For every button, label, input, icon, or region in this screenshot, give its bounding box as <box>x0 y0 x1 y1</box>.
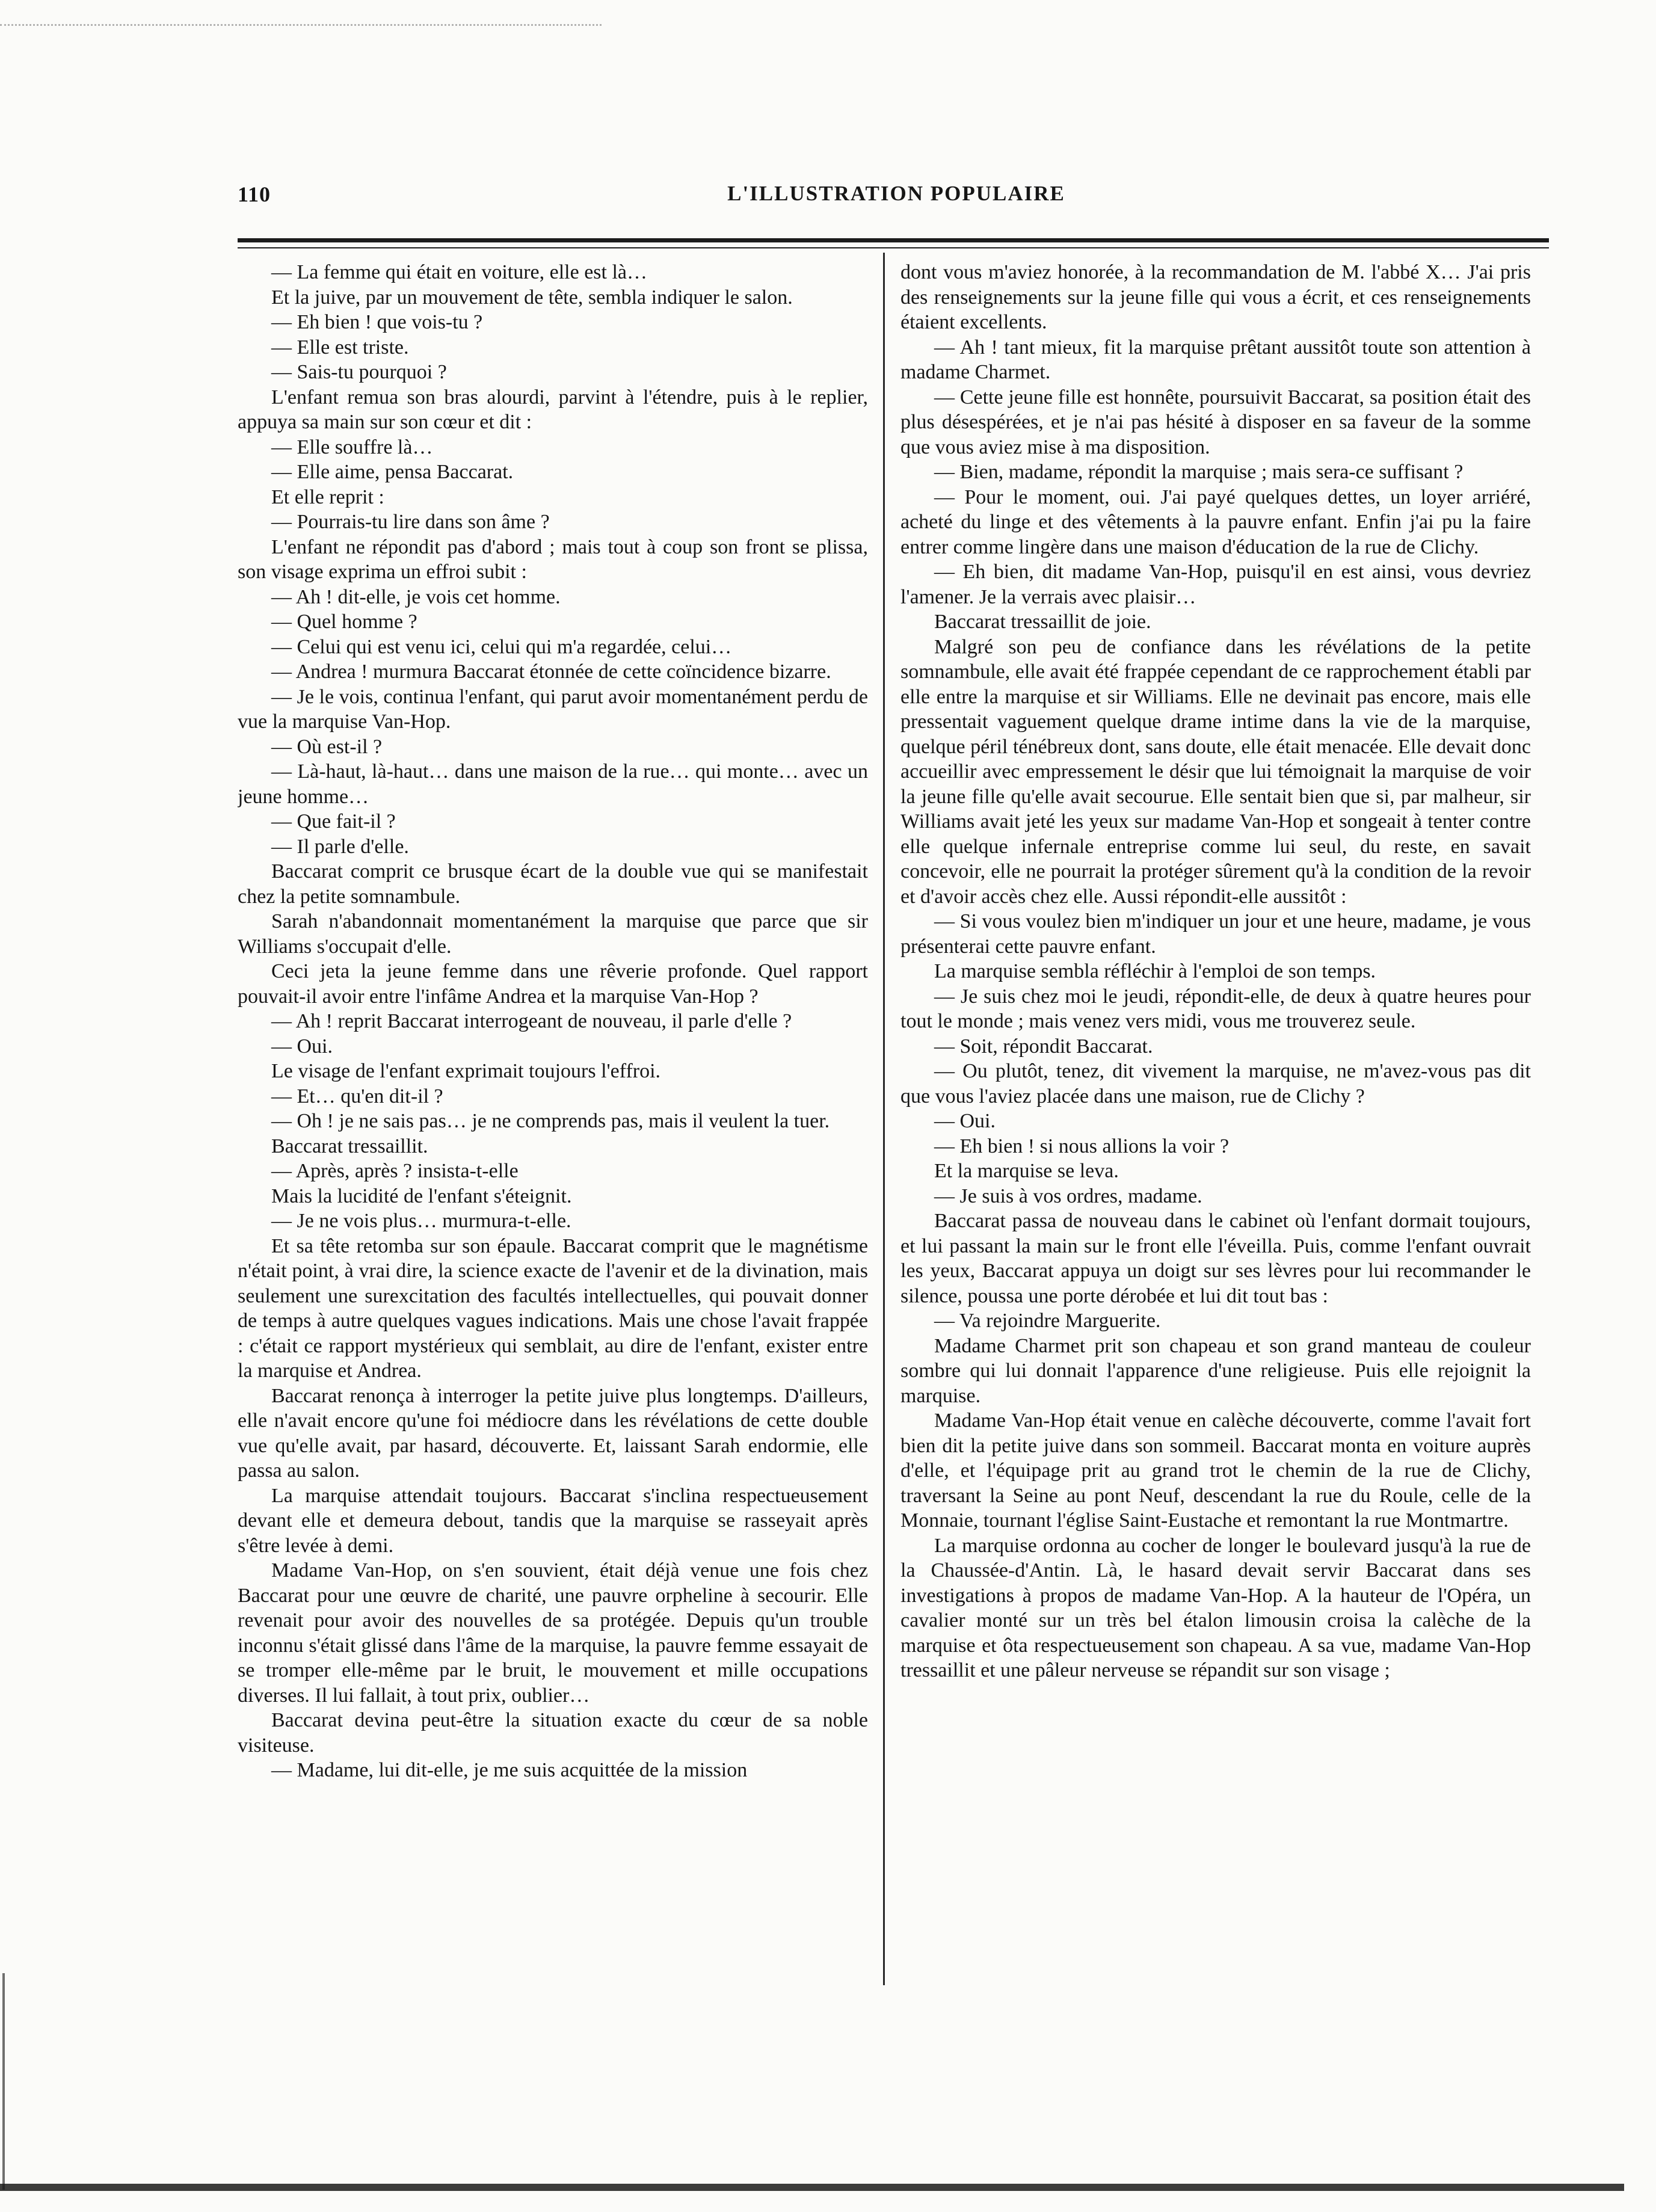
paragraph: — Après, après ? insista-t-elle <box>271 1160 519 1182</box>
paragraph: — Elle souffre là… <box>271 436 433 458</box>
left-column <box>238 260 868 1992</box>
paragraph: — Quel homme ? <box>271 611 417 633</box>
running-title: L'ILLUSTRATION POPULAIRE <box>727 182 1065 205</box>
paragraph: Et elle reprit : <box>271 485 384 508</box>
paragraph: Le visage de l'enfant exprimait toujours l'effroi. <box>271 1060 661 1082</box>
paragraph: — Va rejoindre Marguerite. <box>934 1310 1161 1332</box>
paragraph: L'enfant remua son bras alourdi, parvint à l'étendre, puis à le replier, appuya sa main sur son cœur et dit : <box>238 386 868 433</box>
paragraph: — Oh ! je ne sais pas… je ne comprends pas, mais il veulent la tuer. <box>271 1110 830 1132</box>
column-divider <box>883 253 885 1985</box>
paragraph: — Sais-tu pourquoi ? <box>271 361 447 383</box>
paragraph: — Je ne vois plus… murmura-t-elle. <box>271 1210 571 1232</box>
paragraph: Baccarat passa de nouveau dans le cabinet où l'enfant dormait toujours, et lui passant la main sur le front elle l'éveilla. Puis, comme l'enfant ouvrait les yeux, Baccarat appuya un doigt sur ses lèvres pour lui recommander le silence, poussa une porte dérobée et lui dit tout bas : <box>900 1210 1531 1307</box>
header-rule-thin <box>238 247 1549 248</box>
paragraph: — Ah ! reprit Baccarat interrogeant de nouveau, il parle d'elle ? <box>271 1010 792 1032</box>
paragraph: — Bien, madame, répondit la marquise ; mais sera-ce suffisant ? <box>934 461 1464 483</box>
paragraph: La marquise ordonna au cocher de longer le boulevard jusqu'à la rue de la Chaussée-d'Antin. Là, le hasard devait servir Baccarat dans ses investigations à propos de madame Van-Hop. A la hauteur de l'Opéra, un cavalier monté sur un très bel étalon limousin croisa la calèche de la marquise et ôta respectueusement son chapeau. A sa vue, madame Van-Hop tressaillit et une pâleur nerveuse se répandit sur son visage ; <box>900 1534 1531 1681</box>
page-number: 110 <box>238 182 271 206</box>
paragraph: dont vous m'aviez honorée, à la recommandation de M. l'abbé X… J'ai pris des renseignements sur la jeune fille qui vous a écrit, et ces renseignements étaient excellents. <box>900 261 1531 333</box>
paragraph: — Elle aime, pensa Baccarat. <box>271 461 514 483</box>
paragraph: — Ah ! tant mieux, fit la marquise prêtant aussitôt toute son attention à madame Charmet. <box>900 336 1531 383</box>
paragraph: Baccarat comprit ce brusque écart de la double vue qui se manifestait chez la petite somnambule. <box>238 860 868 908</box>
paragraph: Et sa tête retomba sur son épaule. Baccarat comprit que le magnétisme n'était point, à vrai dire, la science exacte de l'avenir et de la divination, mais seulement une surexcitation des facultés intellectuelles, qui pouvait donner de temps à autre quelques vagues indications. Mais une chose l'avait frappée : c'était ce rapport mystérieux qui semblait, au dire de l'enfant, exister entre la marquise et Andrea. <box>238 1234 868 1382</box>
paragraph: — Pour le moment, oui. J'ai payé quelques dettes, un loyer arriéré, acheté du linge et des vêtements à la pauvre enfant. Enfin j'ai pu la faire entrer comme lingère dans une maison d'éducation de la rue de Clichy. <box>900 485 1531 558</box>
paragraph: — Je suis chez moi le jeudi, répondit-elle, de deux à quatre heures pour tout le monde ; mais venez vers midi, vous me trouverez seule. <box>900 985 1531 1032</box>
header-rule-thick <box>238 238 1549 242</box>
paragraph: L'enfant ne répondit pas d'abord ; mais tout à coup son front se plissa, son visage exprima un effroi subit : <box>238 535 868 583</box>
paragraph: Baccarat devina peut-être la situation exacte du cœur de sa noble visiteuse. <box>238 1709 868 1757</box>
paragraph: Baccarat tressaillit. <box>271 1135 428 1157</box>
paragraph: Baccarat renonça à interroger la petite juive plus longtemps. D'ailleurs, elle n'avait encore qu'une foi médiocre dans les révélations de cette double vue qu'elle avait, par hasard, découverte. Et, laissant Sarah endormie, elle passa au salon. <box>238 1384 868 1482</box>
paragraph: — Eh bien ! si nous allions la voir ? <box>934 1135 1230 1157</box>
paragraph: — Elle est triste. <box>271 336 409 359</box>
paragraph: — Si vous voulez bien m'indiquer un jour et une heure, madame, je vous présenterai cette pauvre enfant. <box>900 910 1531 958</box>
paragraph: — La femme qui était en voiture, elle est là… <box>271 261 647 283</box>
paragraph: — Pourrais-tu lire dans son âme ? <box>271 511 550 533</box>
paragraph: Madame Charmet prit son chapeau et son grand manteau de couleur sombre qui lui donnait l'apparence d'une religieuse. Puis elle rejoignit la marquise. <box>900 1334 1531 1407</box>
paragraph: — Madame, lui dit-elle, je me suis acquittée de la mission <box>271 1759 748 1781</box>
paragraph: Malgré son peu de confiance dans les révélations de la petite somnambule, elle avait été frappée cependant de ce rapprochement établi par elle entre la marquise et sir Williams. Elle ne devinait pas encore, mais elle pressentait vaguement quelque drame intime dans la vie de la marquise, quelque péril ténébreux dont, sans doute, elle était menacée. Elle devait donc accueillir avec empressement le désir que lui témoignait la marquise de voir la jeune fille qu'elle avait secourue. Elle sentait bien que si, par malheur, sir Williams avait jeté les yeux sur madame Van-Hop et songeait à tenter contre elle quelque infernale entreprise comme lui seul, du reste, en savait concevoir, elle ne pourrait la protéger sûrement qu'à la condition de la revoir et d'avoir accès chez elle. Aussi répondit-elle aussitôt : <box>900 635 1531 908</box>
scan-speckle-top <box>0 0 602 26</box>
paragraph: — Ah ! dit-elle, je vois cet homme. <box>271 585 561 608</box>
paragraph: La marquise sembla réfléchir à l'emploi de son temps. <box>934 960 1376 982</box>
scan-edge-bottom <box>0 2184 1624 2191</box>
paragraph: — Je suis à vos ordres, madame. <box>934 1185 1202 1207</box>
paragraph: Et la marquise se leva. <box>934 1160 1119 1182</box>
paragraph: Sarah n'abandonnait momentanément la marquise que parce que sir Williams s'occupait d'elle. <box>238 910 868 958</box>
paragraph: — Là-haut, là-haut… dans une maison de la rue… qui monte… avec un jeune homme… <box>238 760 868 808</box>
paragraph: — Que fait-il ? <box>271 810 396 833</box>
page-header <box>238 182 1555 218</box>
paragraph: — Ou plutôt, tenez, dit vivement la marquise, ne m'avez-vous pas dit que vous l'aviez placée dans une maison, rue de Clichy ? <box>900 1060 1531 1108</box>
paragraph: — Je le vois, continua l'enfant, qui parut avoir momentanément perdu de vue la marquise Van-Hop. <box>238 685 868 733</box>
paragraph: — Andrea ! murmura Baccarat étonnée de cette coïncidence bizarre. <box>271 661 831 683</box>
paragraph: Ceci jeta la jeune femme dans une rêverie profonde. Quel rapport pouvait-il avoir entre l'infâme Andrea et la marquise Van-Hop ? <box>238 960 868 1008</box>
scan-edge-left <box>2 1973 5 2190</box>
paragraph: Baccarat tressaillit de joie. <box>934 611 1151 633</box>
right-column <box>900 260 1531 1992</box>
paragraph: — Celui qui est venu ici, celui qui m'a regardée, celui… <box>271 635 732 658</box>
paragraph: Mais la lucidité de l'enfant s'éteignit. <box>271 1185 572 1207</box>
paragraph: — Eh bien, dit madame Van-Hop, puisqu'il en est ainsi, vous devriez l'amener. Je la verrais avec plaisir… <box>900 561 1531 608</box>
paragraph: Madame Van-Hop, on s'en souvient, était déjà venue une fois chez Baccarat pour une œuvre de charité, une pauvre orpheline à secourir. Elle revenait pour avoir des nouvelles de sa protégée. Depuis qu'un trouble inconnu s'était glissé dans l'âme de la marquise, la pauvre femme essayait de se tromper elle-même par le bruit, le mouvement et mille occupations diverses. Il lui fallait, à tout prix, oublier… <box>238 1559 868 1707</box>
paragraph: Et la juive, par un mouvement de tête, sembla indiquer le salon. <box>271 286 793 309</box>
paragraph: — Où est-il ? <box>271 735 383 758</box>
paragraph: — Eh bien ! que vois-tu ? <box>271 311 483 333</box>
paragraph: Madame Van-Hop était venue en calèche découverte, comme l'avait fort bien dit la petite juive dans son sommeil. Baccarat monta en voiture auprès d'elle, et l'équipage prit au grand trot le chemin de la rue de Clichy, traversant la Seine au pont Neuf, descendant la rue du Roule, celle de la Monnaie, tournant l'église Saint-Eustache et remontant la rue Montmartre. <box>900 1409 1531 1532</box>
paragraph: La marquise attendait toujours. Baccarat s'inclina respectueusement devant elle et demeura debout, tandis que la marquise se rasseyait après s'être levée à demi. <box>238 1484 868 1557</box>
paragraph: — Oui. <box>934 1110 996 1132</box>
paragraph: — Soit, répondit Baccarat. <box>934 1035 1153 1058</box>
paragraph: — Et… qu'en dit-il ? <box>271 1085 443 1108</box>
paragraph: — Il parle d'elle. <box>271 835 409 858</box>
paragraph: — Cette jeune fille est honnête, poursuivit Baccarat, sa position était des plus désespérées, et je n'ai pas hésité à disposer en sa faveur de la somme que vous aviez mise à ma disposition. <box>900 386 1531 458</box>
paragraph: — Oui. <box>271 1035 333 1058</box>
